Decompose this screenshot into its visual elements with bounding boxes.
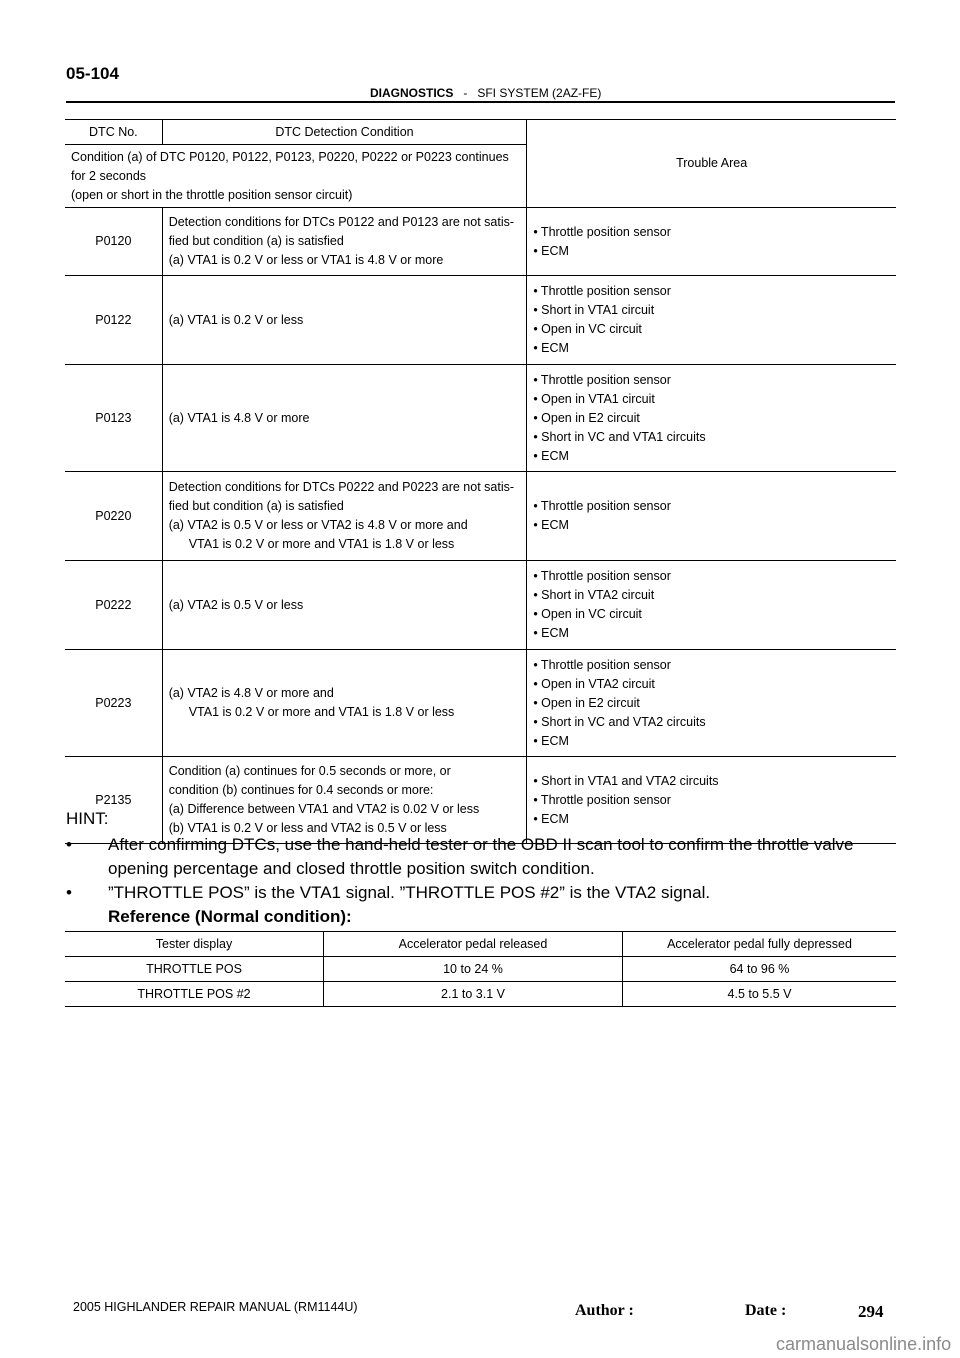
trouble-area-item: • Open in E2 circuit bbox=[533, 695, 640, 710]
dtc-row bbox=[65, 208, 896, 276]
dtc-trouble-area bbox=[527, 561, 896, 650]
header-trouble-area: Trouble Area bbox=[527, 120, 896, 208]
trouble-area-item: • Open in VC circuit bbox=[533, 607, 642, 621]
watermark: carmanualsonline.info bbox=[776, 1334, 952, 1354]
reference-header-row bbox=[65, 932, 896, 957]
trouble-area-item: • Short in VTA1 circuit bbox=[533, 303, 655, 317]
dtc-code: P0122 bbox=[65, 276, 162, 365]
trouble-area-item: • ECM bbox=[533, 448, 569, 463]
subheader-line: (open or short in the throttle position sensor circuit) bbox=[71, 187, 353, 202]
reference-header-cell: Accelerator pedal released bbox=[324, 932, 623, 957]
trouble-area-item: • Open in VTA2 circuit bbox=[533, 676, 655, 691]
hint-list bbox=[66, 833, 901, 929]
dtc-row bbox=[65, 472, 896, 561]
dtc-row bbox=[65, 276, 896, 365]
header-dtc-no: DTC No. bbox=[65, 120, 162, 145]
dtc-code: P0123 bbox=[65, 365, 162, 472]
dtc-code: P0120 bbox=[65, 208, 162, 276]
condition-line: (a) Difference between VTA1 and VTA2 is 0.02 V or less bbox=[168, 802, 480, 816]
condition-line: Detection conditions for DTCs P0222 and P0223 are not satis- bbox=[168, 480, 515, 494]
trouble-area-item: • Throttle position sensor bbox=[533, 499, 671, 513]
trouble-area-item: • ECM bbox=[533, 518, 569, 532]
reference-row bbox=[65, 957, 896, 982]
dtc-row bbox=[65, 561, 896, 650]
dtc-code: P0220 bbox=[65, 472, 162, 561]
section-header bbox=[370, 86, 601, 100]
condition-line: (a) VTA1 is 0.2 V or less or VTA1 is 4.8 V or more bbox=[168, 253, 444, 267]
trouble-area-item: • Open in VTA1 circuit bbox=[533, 391, 655, 406]
trouble-area-item: • Throttle position sensor bbox=[533, 569, 671, 583]
reference-cell: 10 to 24 % bbox=[324, 957, 623, 982]
subheader-line: Condition (a) of DTC P0120, P0122, P0123, P0220, P0222 or P0223 continues bbox=[71, 149, 509, 164]
condition-line: (a) VTA1 is 4.8 V or more bbox=[168, 410, 310, 425]
trouble-area-item: • Short in VC and VTA1 circuits bbox=[533, 429, 706, 444]
dtc-condition bbox=[162, 276, 527, 365]
trouble-area-item: • ECM bbox=[533, 626, 569, 640]
dtc-trouble-area bbox=[527, 208, 896, 276]
trouble-area-item: • ECM bbox=[533, 243, 569, 258]
dtc-condition bbox=[162, 472, 527, 561]
condition-line: (a) VTA1 is 0.2 V or less bbox=[168, 312, 304, 327]
dtc-condition bbox=[162, 757, 527, 844]
header-rule bbox=[66, 101, 895, 103]
section-separator: - bbox=[463, 86, 468, 100]
condition-line: (a) VTA2 is 0.5 V or less or VTA2 is 4.8 V or more and bbox=[168, 518, 468, 532]
page-number: 05-104 bbox=[66, 64, 119, 83]
footer-page-number: 294 bbox=[858, 1302, 884, 1321]
subheader-condition bbox=[65, 145, 527, 208]
dtc-row bbox=[65, 650, 896, 757]
trouble-area-item: • Throttle position sensor bbox=[533, 792, 671, 807]
trouble-area-item: • Throttle position sensor bbox=[533, 657, 671, 672]
dtc-code: P0223 bbox=[65, 650, 162, 757]
footer-author-label: Author : bbox=[575, 1302, 634, 1319]
footer-date-label: Date : bbox=[745, 1302, 787, 1319]
dtc-condition bbox=[162, 208, 527, 276]
trouble-area-item: • Throttle position sensor bbox=[533, 372, 671, 387]
bullet-icon: • bbox=[66, 883, 72, 902]
reference-cell: 2.1 to 3.1 V bbox=[324, 982, 623, 1007]
section-title: DIAGNOSTICS bbox=[370, 86, 454, 100]
dtc-condition bbox=[162, 365, 527, 472]
hint-item bbox=[66, 881, 901, 929]
condition-line: fied but condition (a) is satisfied bbox=[168, 234, 344, 248]
dtc-trouble-area bbox=[527, 650, 896, 757]
trouble-area-item: • Throttle position sensor bbox=[533, 224, 671, 239]
trouble-area-item: • Short in VTA2 circuit bbox=[533, 588, 655, 602]
condition-line: Condition (a) continues for 0.5 seconds or more, or bbox=[168, 764, 451, 778]
reference-cell: THROTTLE POS bbox=[65, 957, 324, 982]
reference-cell: 4.5 to 5.5 V bbox=[623, 982, 897, 1007]
trouble-area-item: • Short in VTA1 and VTA2 circuits bbox=[533, 773, 719, 788]
hint-text: After confirming DTCs, use the hand-held tester or the OBD II scan tool to confirm the throttle valve opening percentage and closed throttle position switch condition. bbox=[108, 835, 854, 878]
bullet-icon: • bbox=[66, 835, 72, 854]
trouble-area-item: • ECM bbox=[533, 341, 569, 355]
reference-cell: THROTTLE POS #2 bbox=[65, 982, 324, 1007]
condition-line: (a) VTA2 is 4.8 V or more and bbox=[168, 686, 334, 700]
condition-line: VTA1 is 0.2 V or more and VTA1 is 1.8 V or less bbox=[188, 705, 455, 719]
dtc-code: P0222 bbox=[65, 561, 162, 650]
trouble-area-item: • ECM bbox=[533, 811, 569, 826]
dtc-table bbox=[65, 119, 896, 844]
condition-line: (a) VTA2 is 0.5 V or less bbox=[168, 597, 304, 612]
dtc-trouble-area bbox=[527, 757, 896, 844]
subheader-line: for 2 seconds bbox=[71, 168, 147, 183]
hint-text: ”THROTTLE POS” is the VTA1 signal. ”THROTTLE POS #2” is the VTA2 signal. bbox=[108, 883, 711, 902]
reference-cell: 64 to 96 % bbox=[623, 957, 897, 982]
condition-line: fied but condition (a) is satisfied bbox=[168, 499, 344, 513]
trouble-area-item: • Open in VC circuit bbox=[533, 322, 642, 336]
reference-title: Reference (Normal condition): bbox=[108, 907, 352, 926]
dtc-trouble-area bbox=[527, 365, 896, 472]
reference-header-cell: Tester display bbox=[65, 932, 324, 957]
condition-line: condition (b) continues for 0.4 seconds or more: bbox=[168, 783, 434, 797]
dtc-row bbox=[65, 757, 896, 844]
dtc-condition bbox=[162, 561, 527, 650]
trouble-area-item: • Open in E2 circuit bbox=[533, 410, 640, 425]
dtc-code: P2135 bbox=[65, 757, 162, 844]
footer-manual-title: 2005 HIGHLANDER REPAIR MANUAL (RM1144U) bbox=[73, 1300, 358, 1314]
dtc-table-header-row bbox=[65, 120, 896, 145]
reference-header-cell: Accelerator pedal fully depressed bbox=[623, 932, 897, 957]
hint-item bbox=[66, 833, 901, 881]
trouble-area-item: • Short in VC and VTA2 circuits bbox=[533, 714, 706, 729]
dtc-condition bbox=[162, 650, 527, 757]
condition-line: (b) VTA1 is 0.2 V or less and VTA2 is 0.5 V or less bbox=[168, 821, 447, 835]
dtc-row bbox=[65, 365, 896, 472]
dtc-trouble-area bbox=[527, 472, 896, 561]
subsection-title: SFI SYSTEM (2AZ-FE) bbox=[477, 86, 602, 100]
reference-row bbox=[65, 982, 896, 1007]
trouble-area-item: • ECM bbox=[533, 733, 569, 748]
hint-label: HINT: bbox=[66, 809, 109, 828]
condition-line: Detection conditions for DTCs P0122 and P0123 are not satis- bbox=[168, 215, 515, 229]
condition-line: VTA1 is 0.2 V or more and VTA1 is 1.8 V or less bbox=[188, 537, 455, 551]
header-detection-condition: DTC Detection Condition bbox=[162, 120, 527, 145]
dtc-trouble-area bbox=[527, 276, 896, 365]
trouble-area-item: • Throttle position sensor bbox=[533, 284, 671, 298]
reference-table bbox=[65, 931, 896, 1007]
